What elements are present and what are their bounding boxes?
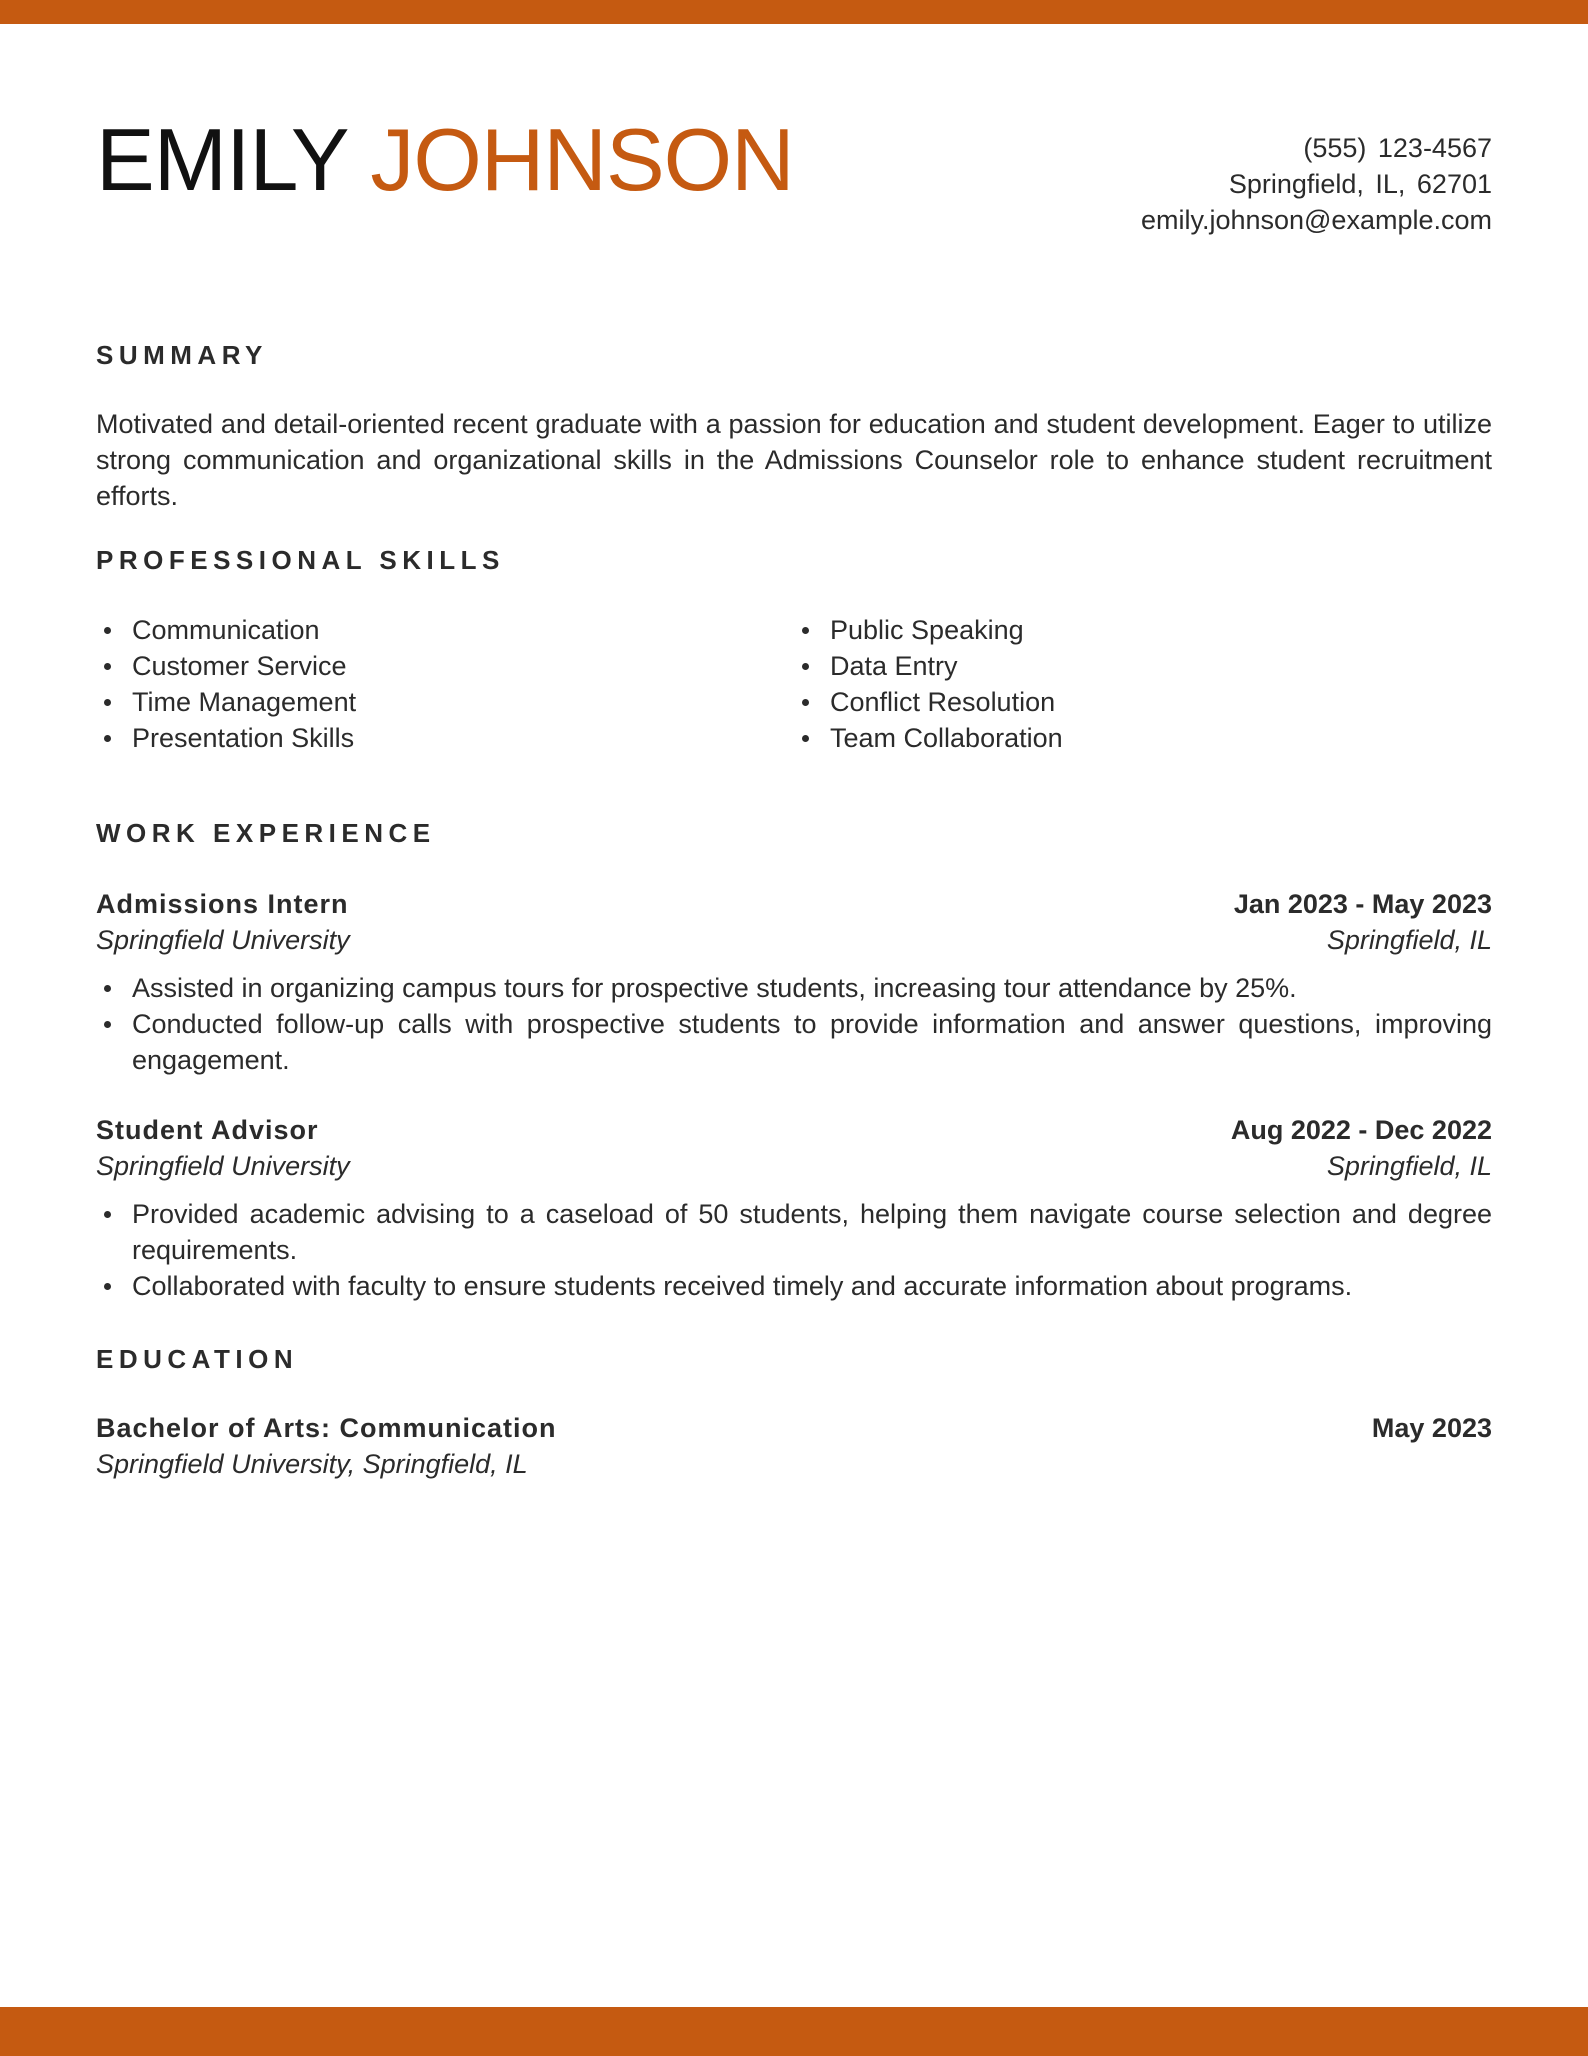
skills-list-right: [794, 612, 1474, 756]
graduation-date: May 2023: [1371, 1413, 1492, 1443]
job-dates: Jan 2023 - May 2023: [1233, 889, 1492, 919]
job-bullet: Assisted in organizing campus tours for prospective students, increasing tour attendance by 25%.: [96, 970, 1492, 1006]
job-header-row: [96, 1112, 1492, 1148]
contact-phone: (555) 123-4567: [1303, 133, 1492, 163]
experience-heading: WORK EXPERIENCE: [96, 818, 436, 848]
skill-item: Customer Service: [96, 648, 776, 684]
job-header-row: [96, 886, 1492, 922]
bottom-accent-band: [0, 2007, 1588, 2056]
first-name: EMILY: [96, 110, 347, 209]
skills-heading: PROFESSIONAL SKILLS: [96, 545, 505, 575]
summary-text: Motivated and detail-oriented recent graduate with a passion for education and student development. Eager to utilize strong communication and organizational skills in the Admissions Counselor role to enhance student recruitment efforts.: [96, 409, 1492, 511]
last-name: JOHNSON: [370, 110, 794, 209]
job-org-row: [96, 922, 1492, 958]
contact-email: emily.johnson@example.com: [1140, 205, 1492, 235]
job-bullet: Conducted follow-up calls with prospective students to provide information and answer questions, improving engagement.: [96, 1006, 1492, 1078]
skill-item: Presentation Skills: [96, 720, 776, 756]
school-name: Springfield University, Springfield, IL: [96, 1449, 528, 1479]
summary-heading: SUMMARY: [96, 340, 268, 370]
skill-item: Public Speaking: [794, 612, 1474, 648]
job-entry: [96, 886, 1492, 1078]
job-dates: Aug 2022 - Dec 2022: [1230, 1115, 1492, 1145]
job-location: Springfield, IL: [1326, 1151, 1492, 1181]
candidate-name: [96, 110, 794, 210]
skill-item: Time Management: [96, 684, 776, 720]
job-title: Admissions Intern: [96, 889, 349, 919]
job-bullets: [96, 1196, 1492, 1304]
contact-info: [1141, 130, 1492, 238]
job-title: Student Advisor: [96, 1115, 319, 1145]
job-bullet: Collaborated with faculty to ensure students received timely and accurate information about programs.: [96, 1268, 1492, 1304]
skills-list-left: [96, 612, 776, 756]
job-location: Springfield, IL: [1326, 925, 1492, 955]
skill-item: Communication: [96, 612, 776, 648]
education-school-row: [96, 1446, 1492, 1482]
job-bullets: [96, 970, 1492, 1078]
education-entry: [96, 1410, 1492, 1482]
contact-address: Springfield, IL, 62701: [1228, 169, 1492, 199]
education-header-row: [96, 1410, 1492, 1446]
job-organization: Springfield University: [96, 1151, 350, 1181]
top-accent-band: [0, 0, 1588, 24]
job-organization: Springfield University: [96, 925, 350, 955]
skill-item: Conflict Resolution: [794, 684, 1474, 720]
education-heading: EDUCATION: [96, 1344, 299, 1374]
job-entry: [96, 1112, 1492, 1304]
degree-title: Bachelor of Arts: Communication: [96, 1413, 557, 1443]
job-bullet: Provided academic advising to a caseload of 50 students, helping them navigate course selection and degree requirements.: [96, 1196, 1492, 1268]
skill-item: Team Collaboration: [794, 720, 1474, 756]
job-org-row: [96, 1148, 1492, 1184]
skill-item: Data Entry: [794, 648, 1474, 684]
